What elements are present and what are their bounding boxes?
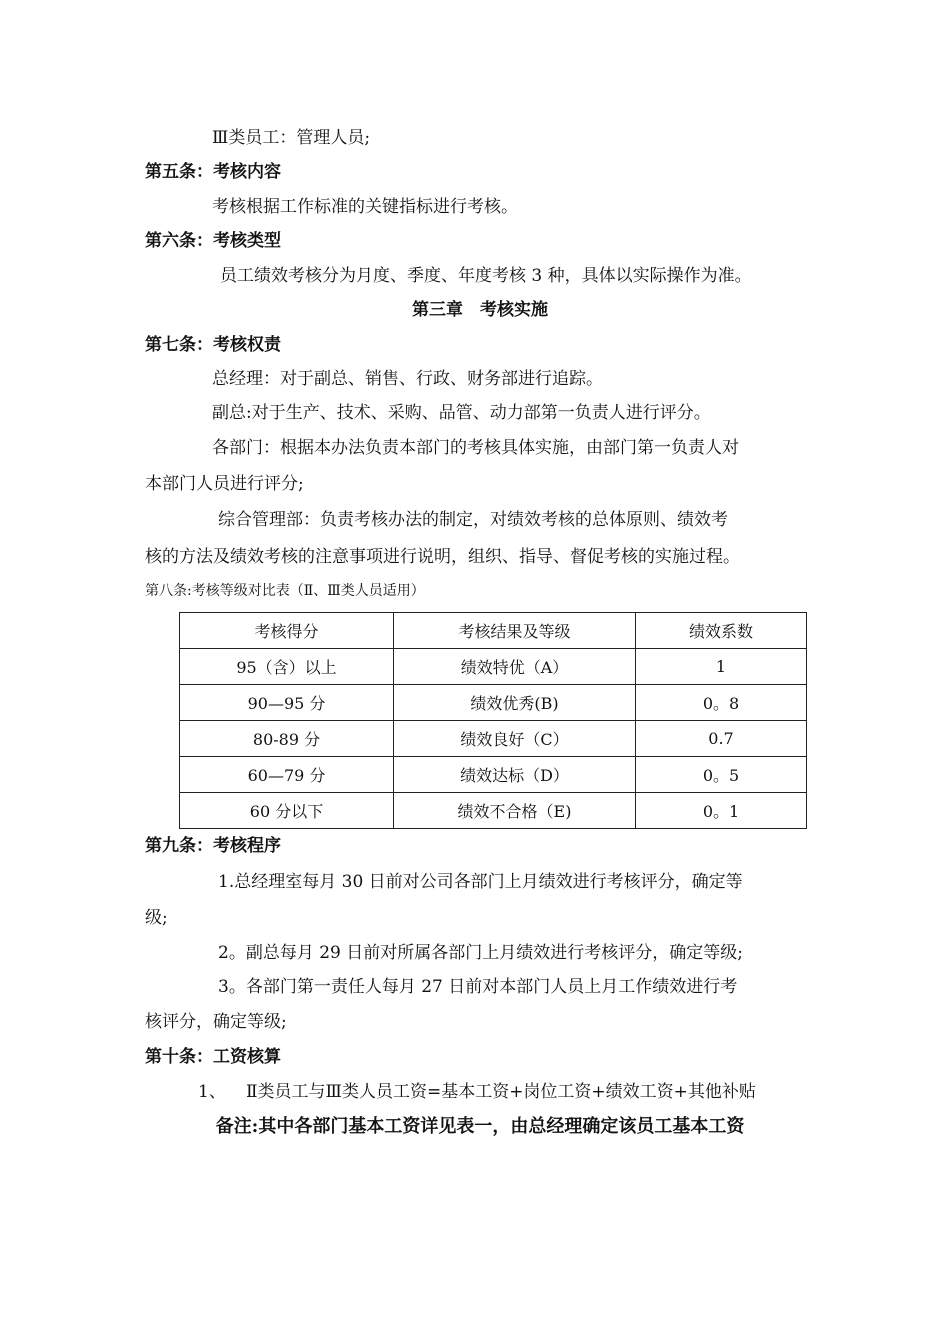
article-9-step-3a: 3。各部门第一责任人每月 27 日前对本部门人员上月工作绩效进行考: [218, 977, 738, 997]
header-score: 考核得分: [180, 613, 394, 649]
cell-coefficient: 0。5: [636, 757, 807, 793]
table-header-row: [180, 613, 807, 649]
article-10-item-number: 1、: [198, 1082, 226, 1102]
article-9-step-3b: 核评分，确定等级;: [145, 1012, 287, 1032]
cell-level: 绩效不合格（E): [394, 793, 636, 829]
article-5-title: 第五条：考核内容: [145, 162, 281, 182]
table-row: [180, 793, 807, 829]
cell-coefficient: 0。1: [636, 793, 807, 829]
cell-level: 绩效优秀(B): [394, 685, 636, 721]
article-9-step-1b: 级;: [145, 908, 168, 928]
cell-level: 绩效良好（C）: [394, 721, 636, 757]
article-7-paragraph-3b: 本部门人员进行评分;: [145, 474, 304, 494]
base-salary-note: 备注:其中各部门基本工资详见表一，由总经理确定该员工基本工资: [215, 1116, 745, 1137]
article-9-step-2: 2。副总每月 29 日前对所属各部门上月绩效进行考核评分，确定等级;: [218, 943, 743, 963]
article-9-step-1a: 1.总经理室每月 30 日前对公司各部门上月绩效进行考核评分，确定等: [218, 872, 743, 892]
employee-category-3: Ⅲ类员工：管理人员;: [212, 128, 371, 148]
cell-level: 绩效特优（A）: [394, 649, 636, 685]
header-result-level: 考核结果及等级: [394, 613, 636, 649]
article-8-title: 第八条:考核等级对比表（Ⅱ、Ⅲ类人员适用）: [145, 583, 425, 599]
cell-level: 绩效达标（D）: [394, 757, 636, 793]
article-10-title: 第十条：工资核算: [145, 1047, 281, 1067]
cell-score: 80-89 分: [180, 721, 394, 757]
article-5-body: 考核根据工作标准的关键指标进行考核。: [212, 197, 518, 217]
article-6-title: 第六条：考核类型: [145, 231, 281, 251]
cell-score: 90—95 分: [180, 685, 394, 721]
cell-score: 60 分以下: [180, 793, 394, 829]
cell-coefficient: 0.7: [636, 721, 807, 757]
grade-comparison-table: [179, 612, 807, 829]
article-7-paragraph-4a: 综合管理部：负责考核办法的制定，对绩效考核的总体原则、绩效考: [218, 510, 728, 530]
article-6-body: 员工绩效考核分为月度、季度、年度考核 3 种，具体以实际操作为准。: [220, 266, 752, 286]
cell-score: 95（含）以上: [180, 649, 394, 685]
cell-coefficient: 0。8: [636, 685, 807, 721]
article-7-title: 第七条：考核权责: [145, 335, 281, 355]
article-7-paragraph-2: 副总:对于生产、技术、采购、品管、动力部第一负责人进行评分。: [212, 403, 711, 423]
article-7-paragraph-4b: 核的方法及绩效考核的注意事项进行说明，组织、指导、督促考核的实施过程。: [145, 547, 740, 567]
table-row: [180, 649, 807, 685]
cell-coefficient: 1: [636, 649, 807, 685]
article-7-paragraph-3a: 各部门：根据本办法负责本部门的考核具体实施，由部门第一负责人对: [212, 438, 739, 458]
header-coefficient: 绩效系数: [636, 613, 807, 649]
article-10-item-text: Ⅱ类员工与Ⅲ类人员工资=基本工资+岗位工资+绩效工资+其他补贴: [246, 1082, 756, 1102]
table-row: [180, 685, 807, 721]
cell-score: 60—79 分: [180, 757, 394, 793]
article-9-title: 第九条：考核程序: [145, 836, 281, 856]
article-7-paragraph-1: 总经理：对于副总、销售、行政、财务部进行追踪。: [212, 369, 603, 389]
chapter-3-heading: 第三章 考核实施: [412, 300, 548, 320]
table-row: [180, 757, 807, 793]
table-row: [180, 721, 807, 757]
